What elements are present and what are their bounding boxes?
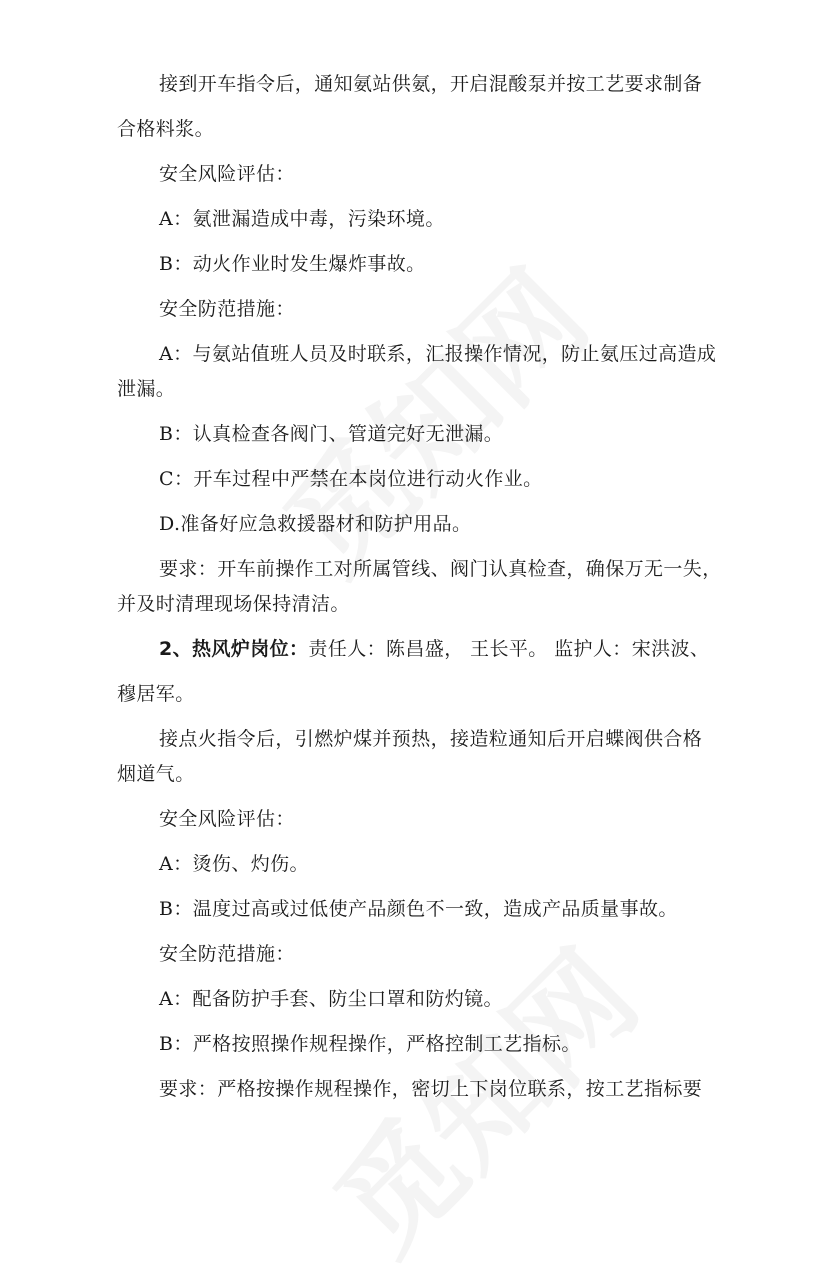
paragraph-line: 穆居军。 (117, 683, 195, 705)
paragraph-line: A：氨泄漏造成中毒，污染环境。 (159, 208, 445, 230)
paragraph-line: B：认真检查各阀门、管道完好无泄漏。 (159, 423, 504, 445)
paragraph-line: C：开车过程中严禁在本岗位进行动火作业。 (159, 468, 543, 490)
responsible-persons: 责任人：陈昌盛， 王长平。 监护人：宋洪波、 (308, 638, 710, 660)
paragraph-line: A：烫伤、灼伤。 (159, 853, 309, 875)
paragraph-line: 安全风险评估： (159, 808, 295, 830)
paragraph-line: B：动火作业时发生爆炸事故。 (159, 253, 426, 275)
paragraph-line: 接点火指令后，引燃炉煤并预热，接造粒通知后开启蝶阀供合格 (159, 728, 703, 750)
paragraph-line: 接到开车指令后，通知氨站供氨，开启混酸泵并按工艺要求制备 (159, 73, 703, 95)
paragraph-line: D.准备好应急救援器材和防护用品。 (159, 513, 472, 535)
section-heading: 2、热风炉岗位： (159, 638, 309, 660)
paragraph-line: 并及时清理现场保持清洁。 (117, 593, 350, 615)
watermark (242, 228, 618, 604)
paragraph-line: 要求：严格按操作规程操作，密切上下岗位联系，按工艺指标要 (159, 1078, 703, 1100)
paragraph-line: A：配备防护手套、防尘口罩和防灼镜。 (159, 988, 503, 1010)
section-heading-line (159, 637, 709, 661)
paragraph-line: 烟道气。 (117, 763, 195, 785)
paragraph-line: B：温度过高或过低使产品颜色不一致，造成产品质量事故。 (159, 898, 678, 920)
paragraph-line: A：与氨站值班人员及时联系，汇报操作情况，防止氨压过高造成 (159, 343, 717, 365)
paragraph-line: 合格料浆。 (117, 118, 215, 140)
paragraph-line: 要求：开车前操作工对所属管线、阀门认真检查，确保万无一失， (159, 558, 722, 580)
paragraph-line: 安全防范措施： (159, 943, 295, 965)
paragraph-line: 泄漏。 (117, 378, 176, 400)
paragraph-line: 安全防范措施： (159, 298, 295, 320)
paragraph-line: B：严格按照操作规程操作，严格控制工艺指标。 (159, 1033, 581, 1055)
paragraph-line: 安全风险评估： (159, 163, 295, 185)
